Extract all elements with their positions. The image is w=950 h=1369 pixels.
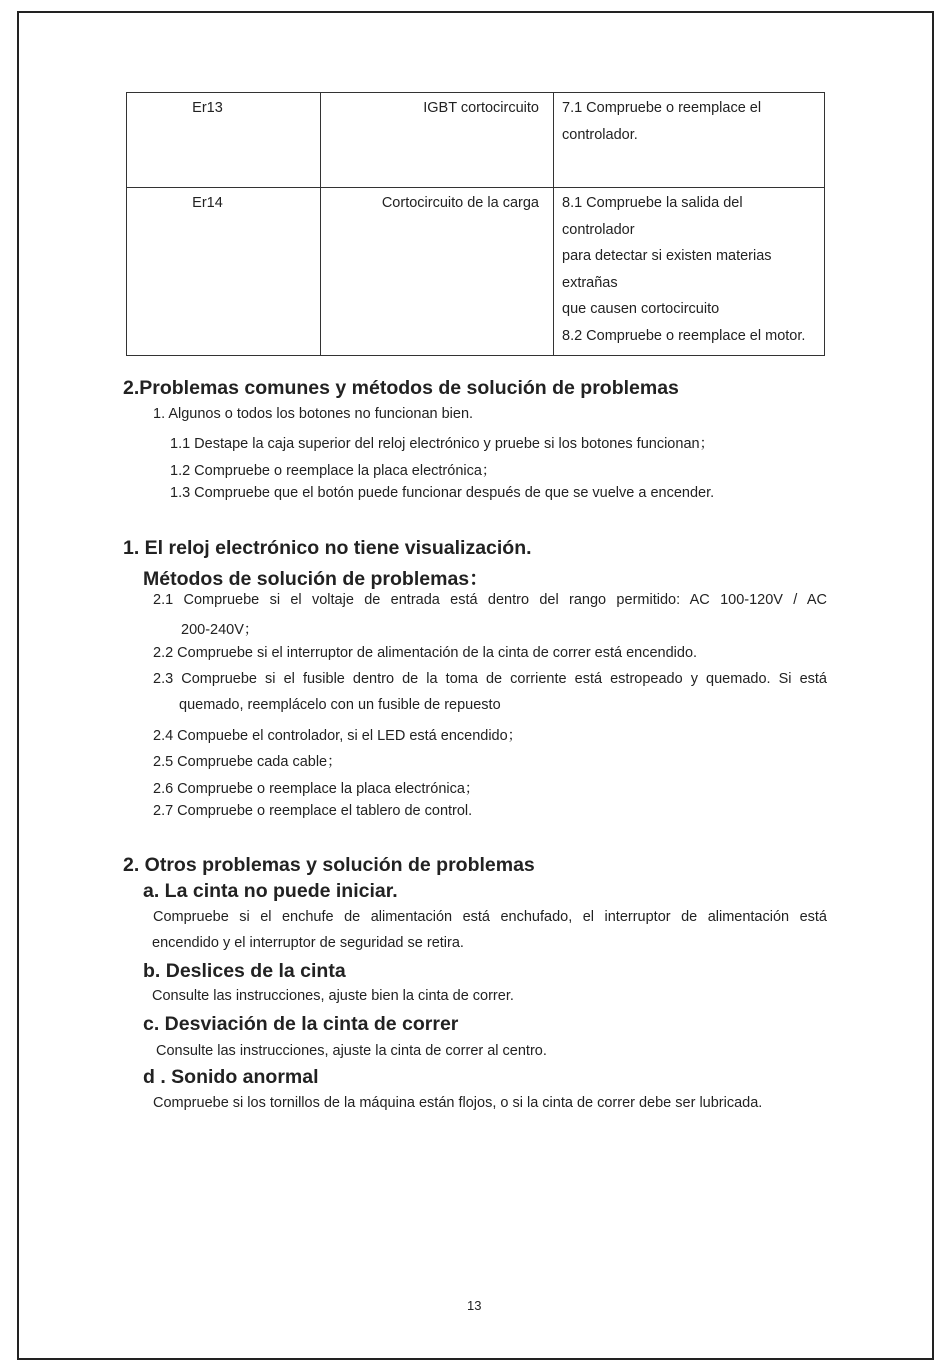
step-item: 1.3 Compruebe que el botón puede funcionar después de que se vuelve a encender. [170, 485, 715, 501]
section-subtitle-methods: Métodos de solución de problemas： [143, 568, 489, 590]
error-code-table [126, 92, 825, 356]
section-title-no-display: 1. El reloj electrónico no tiene visualización. [123, 537, 532, 559]
subsection-text: Compruebe si los tornillos de la máquina están flojos, o si la cinta de correr debe ser lubricada. [153, 1095, 763, 1111]
step-item: 2.7 Compruebe o reemplace el tablero de control. [153, 803, 473, 819]
subsection-text: encendido y el interruptor de seguridad se retira. [152, 935, 464, 951]
step-item: 2.1 Compruebe si el voltaje de entrada está dentro del rango permitido: AC 100-120V / AC [153, 592, 827, 608]
subsection-title-b: b. Deslices de la cinta [143, 960, 346, 982]
section-title-common-problems: 2.Problemas comunes y métodos de solución de problemas [123, 377, 679, 399]
problem-item: 1. Algunos o todos los botones no funcionan bien. [153, 406, 474, 422]
step-item-continuation: 200-240V； [181, 622, 259, 638]
subsection-title-c: c. Desviación de la cinta de correr [143, 1013, 459, 1035]
step-item: 2.2 Compruebe si el interruptor de alimentación de la cinta de correr está encendido. [153, 645, 698, 661]
subsection-title-d: d . Sonido anormal [143, 1066, 319, 1088]
step-item: 2.4 Compuebe el controlador, si el LED está encendido； [153, 728, 523, 744]
solution-line: 8.1 Compruebe la salida del controlador [562, 195, 743, 238]
table-row [127, 93, 825, 188]
step-item: 1.2 Compruebe o reemplace la placa electrónica； [170, 463, 497, 479]
section-title-other-problems: 2. Otros problemas y solución de problemas [123, 854, 535, 876]
subsection-text: Consulte las instrucciones, ajuste bien la cinta de correr. [152, 988, 514, 1004]
error-description-cell: Cortocircuito de la carga [321, 188, 554, 356]
solution-line: controlador. [562, 126, 638, 143]
step-item: 1.1 Destape la caja superior del reloj electrónico y pruebe si los botones funcionan； [170, 436, 715, 452]
error-description-cell: IGBT cortocircuito [321, 93, 554, 188]
subsection-text: Compruebe si el enchufe de alimentación está enchufado, el interruptor de alimentación está [153, 909, 827, 925]
step-item-continuation: quemado, reemplácelo con un fusible de repuesto [179, 697, 501, 713]
step-item: 2.3 Compruebe si el fusible dentro de la toma de corriente está estropeado y quemado. Si está [153, 671, 827, 687]
page-number: 13 [467, 1298, 482, 1313]
solution-line: para detectar si existen materias extrañas [562, 248, 772, 291]
error-solution-cell [554, 93, 825, 188]
error-solution-cell [554, 188, 825, 356]
step-item: 2.5 Compruebe cada cable； [153, 754, 342, 770]
subsection-title-a: a. La cinta no puede iniciar. [143, 880, 398, 902]
error-code-cell: Er13 [127, 93, 321, 188]
subsection-text: Consulte las instrucciones, ajuste la cinta de correr al centro. [156, 1043, 547, 1059]
table-row [127, 188, 825, 356]
step-item: 2.6 Compruebe o reemplace la placa electrónica； [153, 781, 480, 797]
solution-line: que causen cortocircuito [562, 301, 720, 317]
solution-line: 7.1 Compruebe o reemplace el [562, 100, 762, 116]
solution-line: 8.2 Compruebe o reemplace el motor. [562, 327, 806, 344]
error-code-cell: Er14 [127, 188, 321, 356]
